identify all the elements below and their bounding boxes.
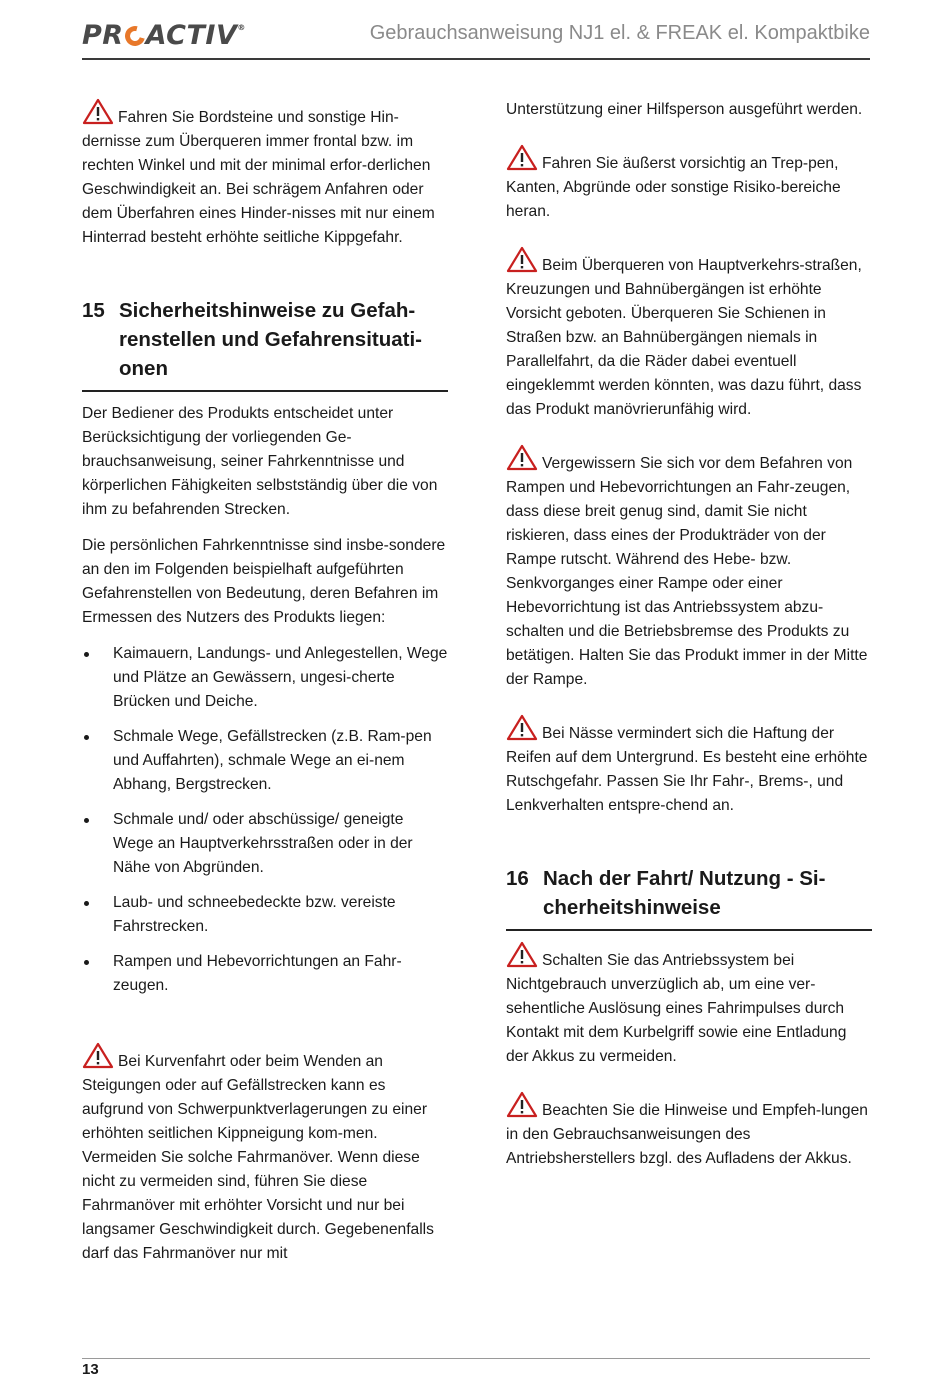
warning-paragraph: Beachten Sie die Hinweise und Empfeh-lungen in den Gebrauchsanweisungen des Antriebsherstellers bzgl. des Aufladens der Akkus. [506, 1091, 872, 1171]
warning-paragraph: Schalten Sie das Antriebssystem bei Nichtgebrauch unverzüglich ab, um eine ver-sehentliche Auslösung eines Fahrimpulses durch Kontakt mit dem Kurbelgriff sowie eine Entladung der Akkus zu vermeiden. [506, 941, 872, 1069]
section-16-heading [506, 864, 872, 931]
section-number: 15 [82, 299, 105, 322]
body-paragraph: Die persönlichen Fahrkenntnisse sind insbe-sondere an den im Folgenden beispielhaft aufgeführten Gefahrenstellen von Bedeutung, deren Befahren im Ermessen des Nutzers des Produkts liegen: [82, 537, 446, 626]
section-number: 16 [506, 867, 529, 890]
hazard-list [82, 642, 448, 998]
left-column [82, 95, 448, 1288]
body-paragraph: Der Bediener des Produkts entscheidet unter Berücksichtigung der vorliegenden Ge-brauchsanweisung, seiner Fahrkenntnisse und körperlichen Fähigkeiten selbstständig über die von ihm zu befahrenden Strecken. [82, 405, 438, 518]
warning-paragraph: Fahren Sie äußerst vorsichtig an Trep-pen, Kanten, Abgründe oder sonstige Risiko-bereiche heran. [506, 144, 872, 224]
warning-triangle-icon [506, 941, 538, 968]
warning-paragraph: Vergewissern Sie sich vor dem Befahren von Rampen und Hebevorrichtungen an Fahr-zeugen, dass diese breit genug sind, damit Sie nicht riskieren, dass eines der Produkträder von der Rampe rutscht. Während des Hebe- bzw. Senkvorganges einer Rampe oder einer Hebevorrichtung ist das Antriebssystem abzu-schalten und die Betriebsbremse des Produkts zu betätigen. Halten Sie das Produkt immer in der Mitte der Rampe. [506, 444, 872, 692]
list-item: Schmale Wege, Gefällstrecken (z.B. Ram-pen und Auffahrten), schmale Wege an ei-nem Abhang, Bergstrecken. [82, 725, 448, 797]
page-header [82, 18, 870, 60]
warning-paragraph: Beim Überqueren von Hauptverkehrs-straßen, Kreuzungen und Bahnübergängen ist erhöhte Vorsicht geboten. Überqueren Sie Schienen in Straßen bzw. an Bahnübergängen niemals in Parallelfahrt, da die Räder dabei eventuell eingeklemmt werden könnten, was dazu führt, dass das Produkt manövrierunfähig wird. [506, 246, 872, 422]
continued-paragraph: Unterstützung einer Hilfsperson ausgeführt werden. [506, 101, 863, 118]
page-footer [82, 1358, 870, 1378]
warning-triangle-icon [82, 98, 114, 125]
warning-triangle-icon [506, 444, 538, 471]
list-item: Laub- und schneebedeckte bzw. vereiste Fahrstrecken. [82, 891, 448, 939]
warning-triangle-icon [506, 714, 538, 741]
warning-triangle-icon [82, 1042, 114, 1069]
logo-ring-icon [121, 22, 148, 49]
section-title: Sicherheitshinweise zu Gefah-renstellen und Gefahrensituati-onen [119, 299, 422, 380]
warning-paragraph: Bei Kurvenfahrt oder beim Wenden an Steigungen oder auf Gefällstrecken kann es aufgrund von Schwerpunktverlagerungen zu einer erhöhten seitlichen Kippneigung kom-men. Vermeiden Sie solche Fahrmanöver. Wenn diese nicht zu vermeiden sind, führen Sie diese Fahrmanöver mit erhöhter Vorsicht und nur bei langsamer Geschwindigkeit durch. Gegebenenfalls darf das Fahrmanöver nur mit [82, 1042, 448, 1266]
proactiv-logo: PR ACTIV® [82, 20, 246, 51]
list-item: Schmale und/ oder abschüssige/ geneigte Wege an Hauptverkehrsstraßen oder in der Nähe von Abgründen. [82, 808, 448, 880]
section-title: Nach der Fahrt/ Nutzung - Si-cherheitshinweise [543, 867, 826, 919]
warning-triangle-icon [506, 144, 538, 171]
right-column [506, 98, 872, 1193]
warning-paragraph: Bei Nässe vermindert sich die Haftung der Reifen auf dem Untergrund. Es besteht eine erhöhte Rutschgefahr. Passen Sie Ihr Fahr-, Brems-, und Lenkverhalten entspre-chend an. [506, 714, 872, 818]
document-title: Gebrauchsanweisung NJ1 el. & FREAK el. Kompaktbike [369, 22, 870, 44]
page-number: 13 [82, 1361, 99, 1378]
warning-triangle-icon [506, 1091, 538, 1118]
warning-triangle-icon [506, 246, 538, 273]
list-item: Rampen und Hebevorrichtungen an Fahr-zeugen. [82, 950, 448, 998]
warning-paragraph: Fahren Sie Bordsteine und sonstige Hin-dernisse zum Überqueren immer frontal bzw. im rechten Winkel und mit der minimal erfor-derlichen Geschwindigkeit an. Bei schrägem Anfahren oder dem Überfahren eines Hinder-nisses mit nur einem Hinterrad besteht erhöhte seitliche Kippgefahr. [82, 98, 448, 250]
list-item: Kaimauern, Landungs- und Anlegestellen, Wege und Plätze an Gewässern, ungesi-cherte Brücken und Deiche. [82, 642, 448, 714]
section-15-heading [82, 296, 448, 392]
